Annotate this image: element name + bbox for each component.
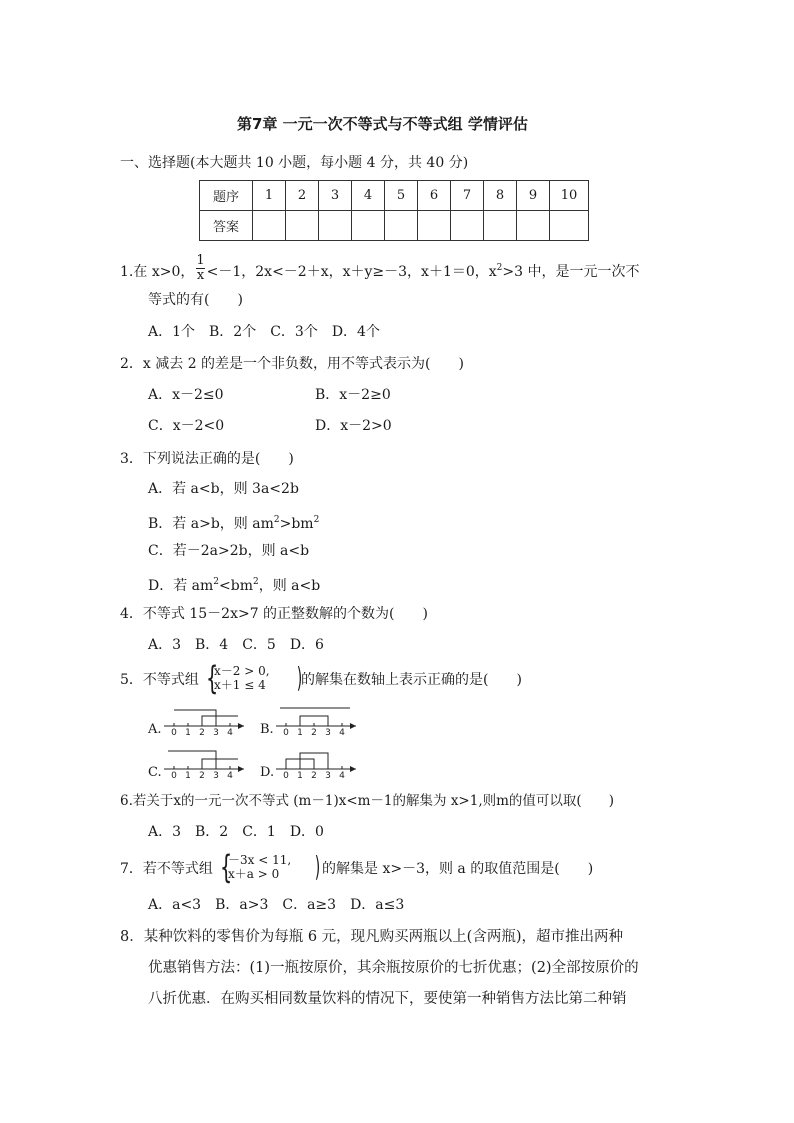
table-cell: 3 xyxy=(319,181,352,211)
table-cell: 7 xyxy=(451,181,484,211)
svg-text:2: 2 xyxy=(311,728,317,736)
answer-cell[interactable] xyxy=(484,211,517,241)
svg-text:1: 1 xyxy=(185,728,191,736)
answer-cell[interactable] xyxy=(385,211,418,241)
table-head-cell: 答案 xyxy=(200,211,253,241)
svg-text:4: 4 xyxy=(339,728,345,736)
table-cell: 1 xyxy=(253,181,286,211)
svg-text:1: 1 xyxy=(185,771,191,779)
system-close: ) xyxy=(296,661,303,694)
number-line-b xyxy=(274,704,358,736)
table-cell: 6 xyxy=(418,181,451,211)
answer-cell[interactable] xyxy=(352,211,385,241)
fraction: $\frac{1}{x}$ xyxy=(196,252,205,283)
q3-option-c: C．若－2a>2b，则 a<b xyxy=(148,543,310,559)
q3-option-d: D．若 $am^2<bm^2$，则 a<b xyxy=(148,577,321,594)
system-close: ) xyxy=(314,850,321,883)
table-row xyxy=(200,181,589,211)
question-1: 1.在 x>0， $\frac{1}{x}$ <－1，2x<－2＋x，x＋y≥－3，x＋1＝0，$x^2>3$ 中，是一元一次不 xyxy=(120,252,640,283)
answer-cell[interactable] xyxy=(517,211,550,241)
q4-options: A．3 B．4 C．5 D．6 xyxy=(148,637,324,653)
question-8-line-3: 八折优惠．在购买相同数量饮料的情况下，要使第一种销售方法比第二种销 xyxy=(148,991,627,1007)
q2-option-b: B．x－2≥0 xyxy=(315,387,391,403)
q1-expr: x>0， xyxy=(151,264,195,280)
answer-cell[interactable] xyxy=(319,211,352,241)
svg-text:2: 2 xyxy=(311,771,317,779)
answer-cell[interactable] xyxy=(451,211,484,241)
question-7-suffix: 的解集是 x>－3，则 a 的取值范围是( ) xyxy=(322,861,594,877)
svg-text:1: 1 xyxy=(297,728,303,736)
svg-text:3: 3 xyxy=(325,728,331,736)
q2-option-a: A．x－2≤0 xyxy=(148,387,224,403)
number-line-c xyxy=(162,747,246,779)
question-2: 2．x 减去 2 的差是一个非负数，用不等式表示为( ) xyxy=(120,356,464,372)
q7-options: A．a<3 B．a>3 C．a≥3 D．a≤3 xyxy=(148,897,405,913)
svg-text:4: 4 xyxy=(227,728,233,736)
question-6: 6.若关于x的一元一次不等式 (m－1)x<m－1的解集为 x>1,则m的值可以取( ) xyxy=(120,793,614,809)
table-cell: 5 xyxy=(385,181,418,211)
svg-text:0: 0 xyxy=(283,771,289,779)
table-cell: 2 xyxy=(286,181,319,211)
q5-label-d: D. xyxy=(260,765,275,780)
table-head-cell: 题序 xyxy=(200,181,253,211)
q2-option-c: C．x－2<0 xyxy=(148,418,225,434)
q5-label-a: A. xyxy=(148,722,162,737)
q5-label-b: B. xyxy=(260,722,274,737)
svg-text:3: 3 xyxy=(213,728,219,736)
svg-text:0: 0 xyxy=(171,771,177,779)
question-8-line-1: 8．某种饮料的零售价为每瓶 6 元，现凡购买两瓶以上(含两瓶)，超市推出两种 xyxy=(120,929,623,945)
svg-text:1: 1 xyxy=(297,771,303,779)
question-4: 4．不等式 15－2x>7 的正整数解的个数为( ) xyxy=(120,606,428,622)
answer-cell[interactable] xyxy=(550,211,589,241)
q5-label-c: C. xyxy=(148,765,162,780)
q3-option-a: A．若 a<b，则 3a<2b xyxy=(148,481,299,497)
left-brace: { xyxy=(206,659,219,697)
table-cell: 8 xyxy=(484,181,517,211)
question-5-prefix: 5．不等式组 xyxy=(120,672,199,688)
answer-cell[interactable] xyxy=(418,211,451,241)
q1-expr: >3 中，是一元一次不 xyxy=(502,264,640,280)
svg-text:0: 0 xyxy=(283,728,289,736)
svg-text:3: 3 xyxy=(213,771,219,779)
page-title: 第7章 一元一次不等式与不等式组 学情评估 xyxy=(237,115,528,133)
inequality-system: x－2 > 0, x＋1 ≤ 4 xyxy=(214,664,270,692)
table-cell: 9 xyxy=(517,181,550,211)
q6-options: A．3 B．2 C．1 D．0 xyxy=(148,824,324,840)
q1-stem-continued: 等式的有( ) xyxy=(148,292,243,308)
section-heading: 一、选择题(本大题共 10 小题，每小题 4 分，共 40 分) xyxy=(120,155,469,171)
table-cell: 10 xyxy=(550,181,589,211)
svg-text:2: 2 xyxy=(199,771,205,779)
answer-cell[interactable] xyxy=(286,211,319,241)
q3-option-b: B．若 a>b，则 $am^2>bm^2$ xyxy=(148,515,320,532)
q1-expr: <－1，2x<－2＋x，x＋y≥－3，x＋1＝0，x xyxy=(206,264,497,280)
answer-table xyxy=(199,180,589,241)
table-row xyxy=(200,211,589,241)
question-3: 3．下列说法正确的是( ) xyxy=(120,451,294,467)
number-line-a xyxy=(162,704,246,736)
svg-text:3: 3 xyxy=(325,771,331,779)
q1-number: 1.在 xyxy=(120,264,152,280)
question-7-prefix: 7．若不等式组 xyxy=(120,861,213,877)
svg-text:0: 0 xyxy=(171,728,177,736)
svg-text:4: 4 xyxy=(339,771,345,779)
table-cell: 4 xyxy=(352,181,385,211)
question-8-line-2: 优惠销售方法：(1)一瓶按原价，其余瓶按原价的七折优惠；(2)全部按原价的 xyxy=(148,960,639,976)
question-5-suffix: 的解集在数轴上表示正确的是( ) xyxy=(301,672,522,688)
answer-cell[interactable] xyxy=(253,211,286,241)
svg-text:4: 4 xyxy=(227,771,233,779)
number-line-d xyxy=(274,747,358,779)
inequality-system: －3x < 11, x＋a > 0 xyxy=(228,853,292,881)
q2-option-d: D．x－2>0 xyxy=(315,418,392,434)
svg-text:2: 2 xyxy=(199,728,205,736)
q1-options: A．1个 B．2个 C．3个 D．4个 xyxy=(148,324,380,340)
left-brace: { xyxy=(220,848,233,886)
